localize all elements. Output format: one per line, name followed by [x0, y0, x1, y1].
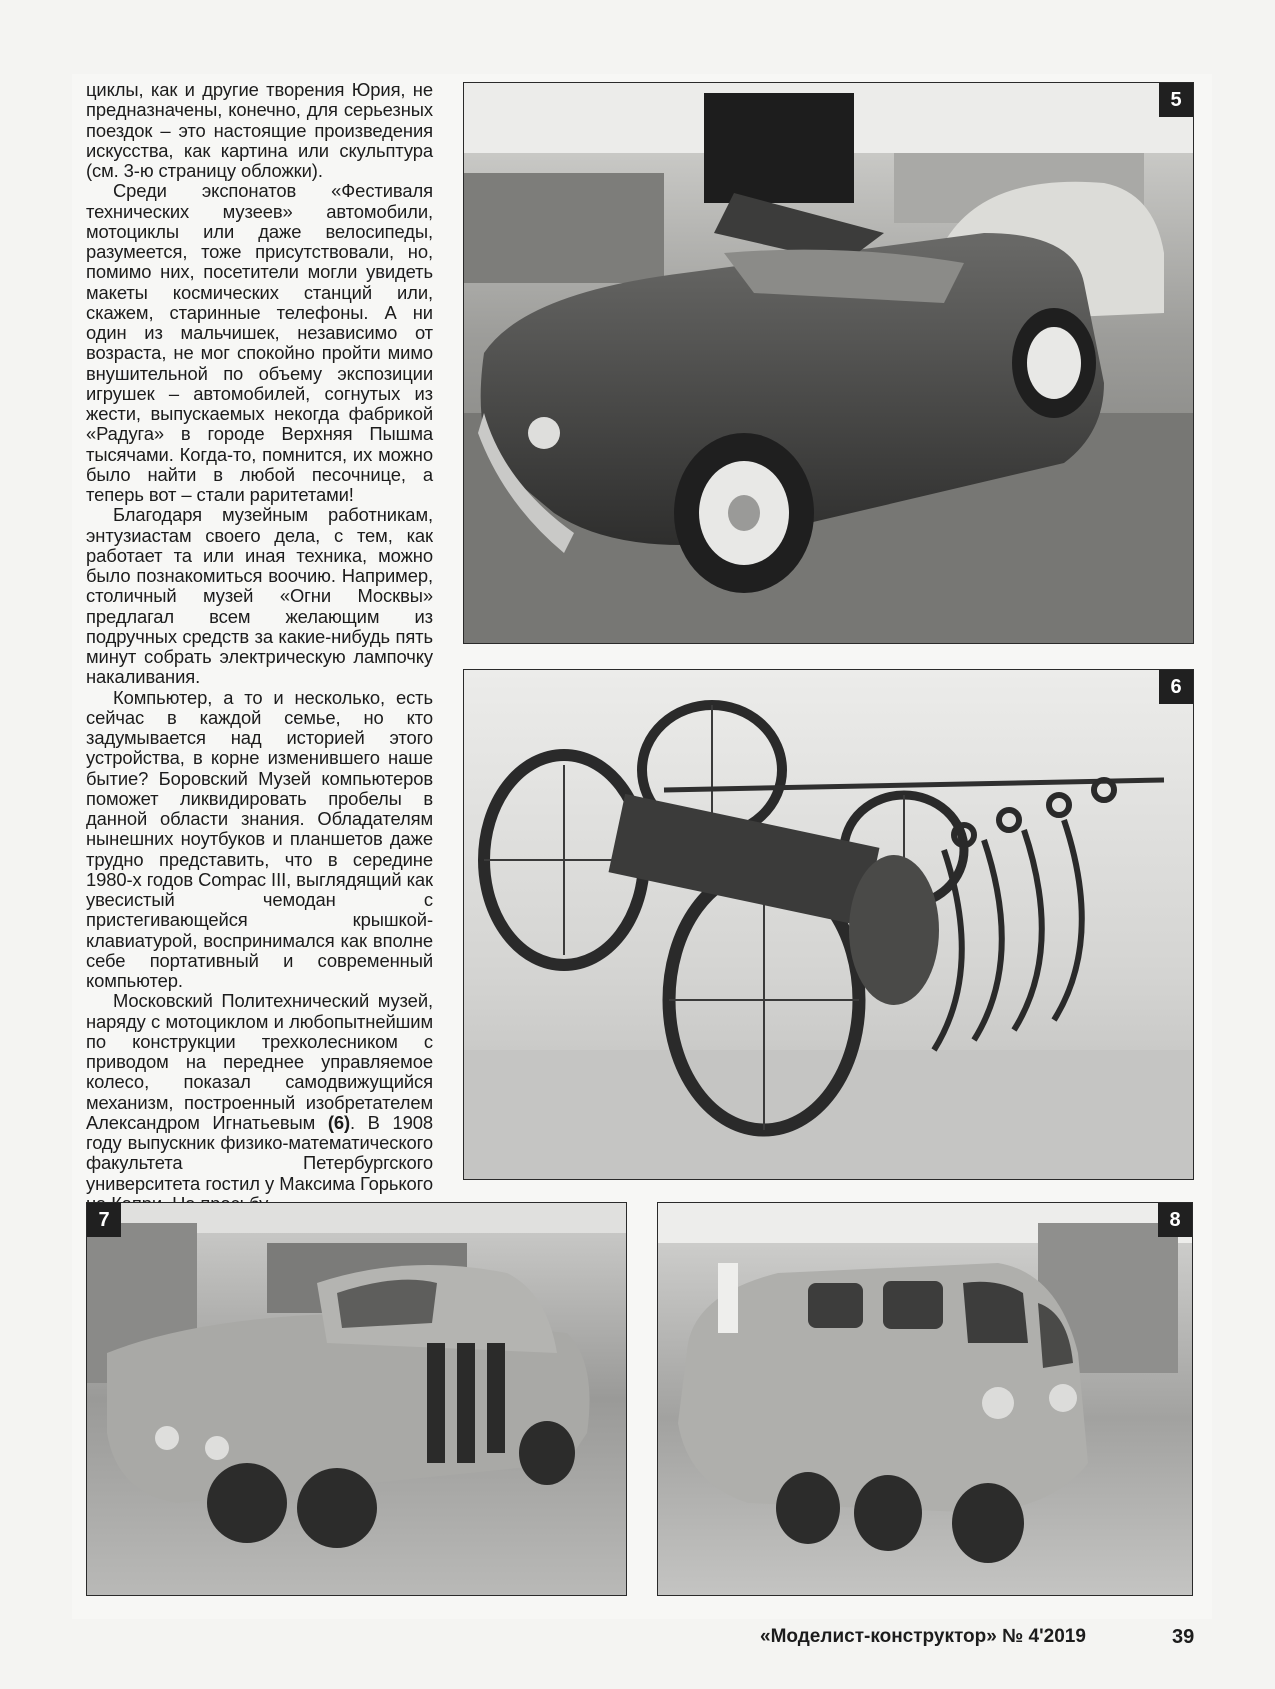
photo-number-badge: 6 [1159, 670, 1193, 704]
paragraph-3: Благодаря музейным работникам, энтузиастам своего дела, с тем, как работает та или иная техника, можно было познакомиться воочию. Например, столичный музей «Огни Москвы» предлагал всем желающим из подручных средств за какие-нибудь пять минут собрать электрическую лампочку накаливания. [86, 504, 433, 688]
photo-8-riveted-vehicle-front [657, 1202, 1193, 1596]
paragraph-5-text-b: . В 1908 году выпускник физико-математического факультета Петербургского университета гостил у Максима Горького [86, 1111, 433, 1194]
photo-7-riveted-vehicle [86, 1202, 627, 1596]
paragraph-4: Компьютер, а то и несколько, есть сейчас в каждой семье, но кто задумывается над историей этого устройства, в корне изменившего наше бытие? Боровский Музей компьютеров поможет ликвидировать пробелы в данной области знания. Обладателям нынешних ноутбуков и планшетов даже трудно представить, что в середине 1980-х годов Compac III, выглядящий как увесистый чемодан с пристегивающейся крышкой-клавиатурой, воспринимался как вполне себе портативный и современный компьютер. [86, 686, 433, 991]
riveted-vehicle-rear-image [87, 1203, 626, 1595]
photo-6-mechanism [463, 669, 1194, 1180]
paragraph-5-text-a: Московский Политехнический музей, наряду с мотоциклом и любопытнейшим по конструкции трехколесником с приводом на переднее управляемое колесо, показал самодвижущийся механизм, построенный изобретателем Александром Игнатьевым [86, 990, 433, 1133]
convertible-car-image [464, 83, 1193, 643]
photo-number-badge: 8 [1158, 1203, 1192, 1237]
photo-5-convertible-car [463, 82, 1194, 644]
paragraph-1: циклы, как и другие творения Юрия, не предназначены, конечно, для серьезных поездок – это настоящие произведения искусства, как картина или скульптура (см. 3-ю страницу обложки). [86, 79, 433, 181]
paragraph-2: Среди экспонатов «Фестиваля технических музеев» автомобили, мотоциклы или даже велосипеды, разумеется, тоже присутствовали, но, помимо них, посетители могли увидеть макеты космических станций или, скажем, старинные телефоны. А ни один из мальчишек, независимо от возраста, не мог спокойно пройти мимо внушительной по объему экспозиции игрушек – автомобилей, согнутых из жести, выпускаемых некогда фабрикой «Радуга» в городе Верхняя Пышма тысячами. Когда-то, помнится, их можно было найти в любой песочнице, а теперь вот – стали раритетами! [86, 180, 433, 505]
mechanism-image [464, 670, 1193, 1179]
article-text-column [86, 80, 433, 1214]
figure-reference: (6) [327, 1111, 351, 1133]
photo-number-badge: 7 [87, 1203, 121, 1237]
page-number: 39 [1172, 1626, 1195, 1648]
riveted-vehicle-front-image [658, 1203, 1192, 1595]
magazine-footer-title: «Моделист-конструктор» № 4'2019 [760, 1626, 1086, 1647]
photo-number-badge: 5 [1159, 83, 1193, 117]
paragraph-5 [86, 991, 433, 1214]
